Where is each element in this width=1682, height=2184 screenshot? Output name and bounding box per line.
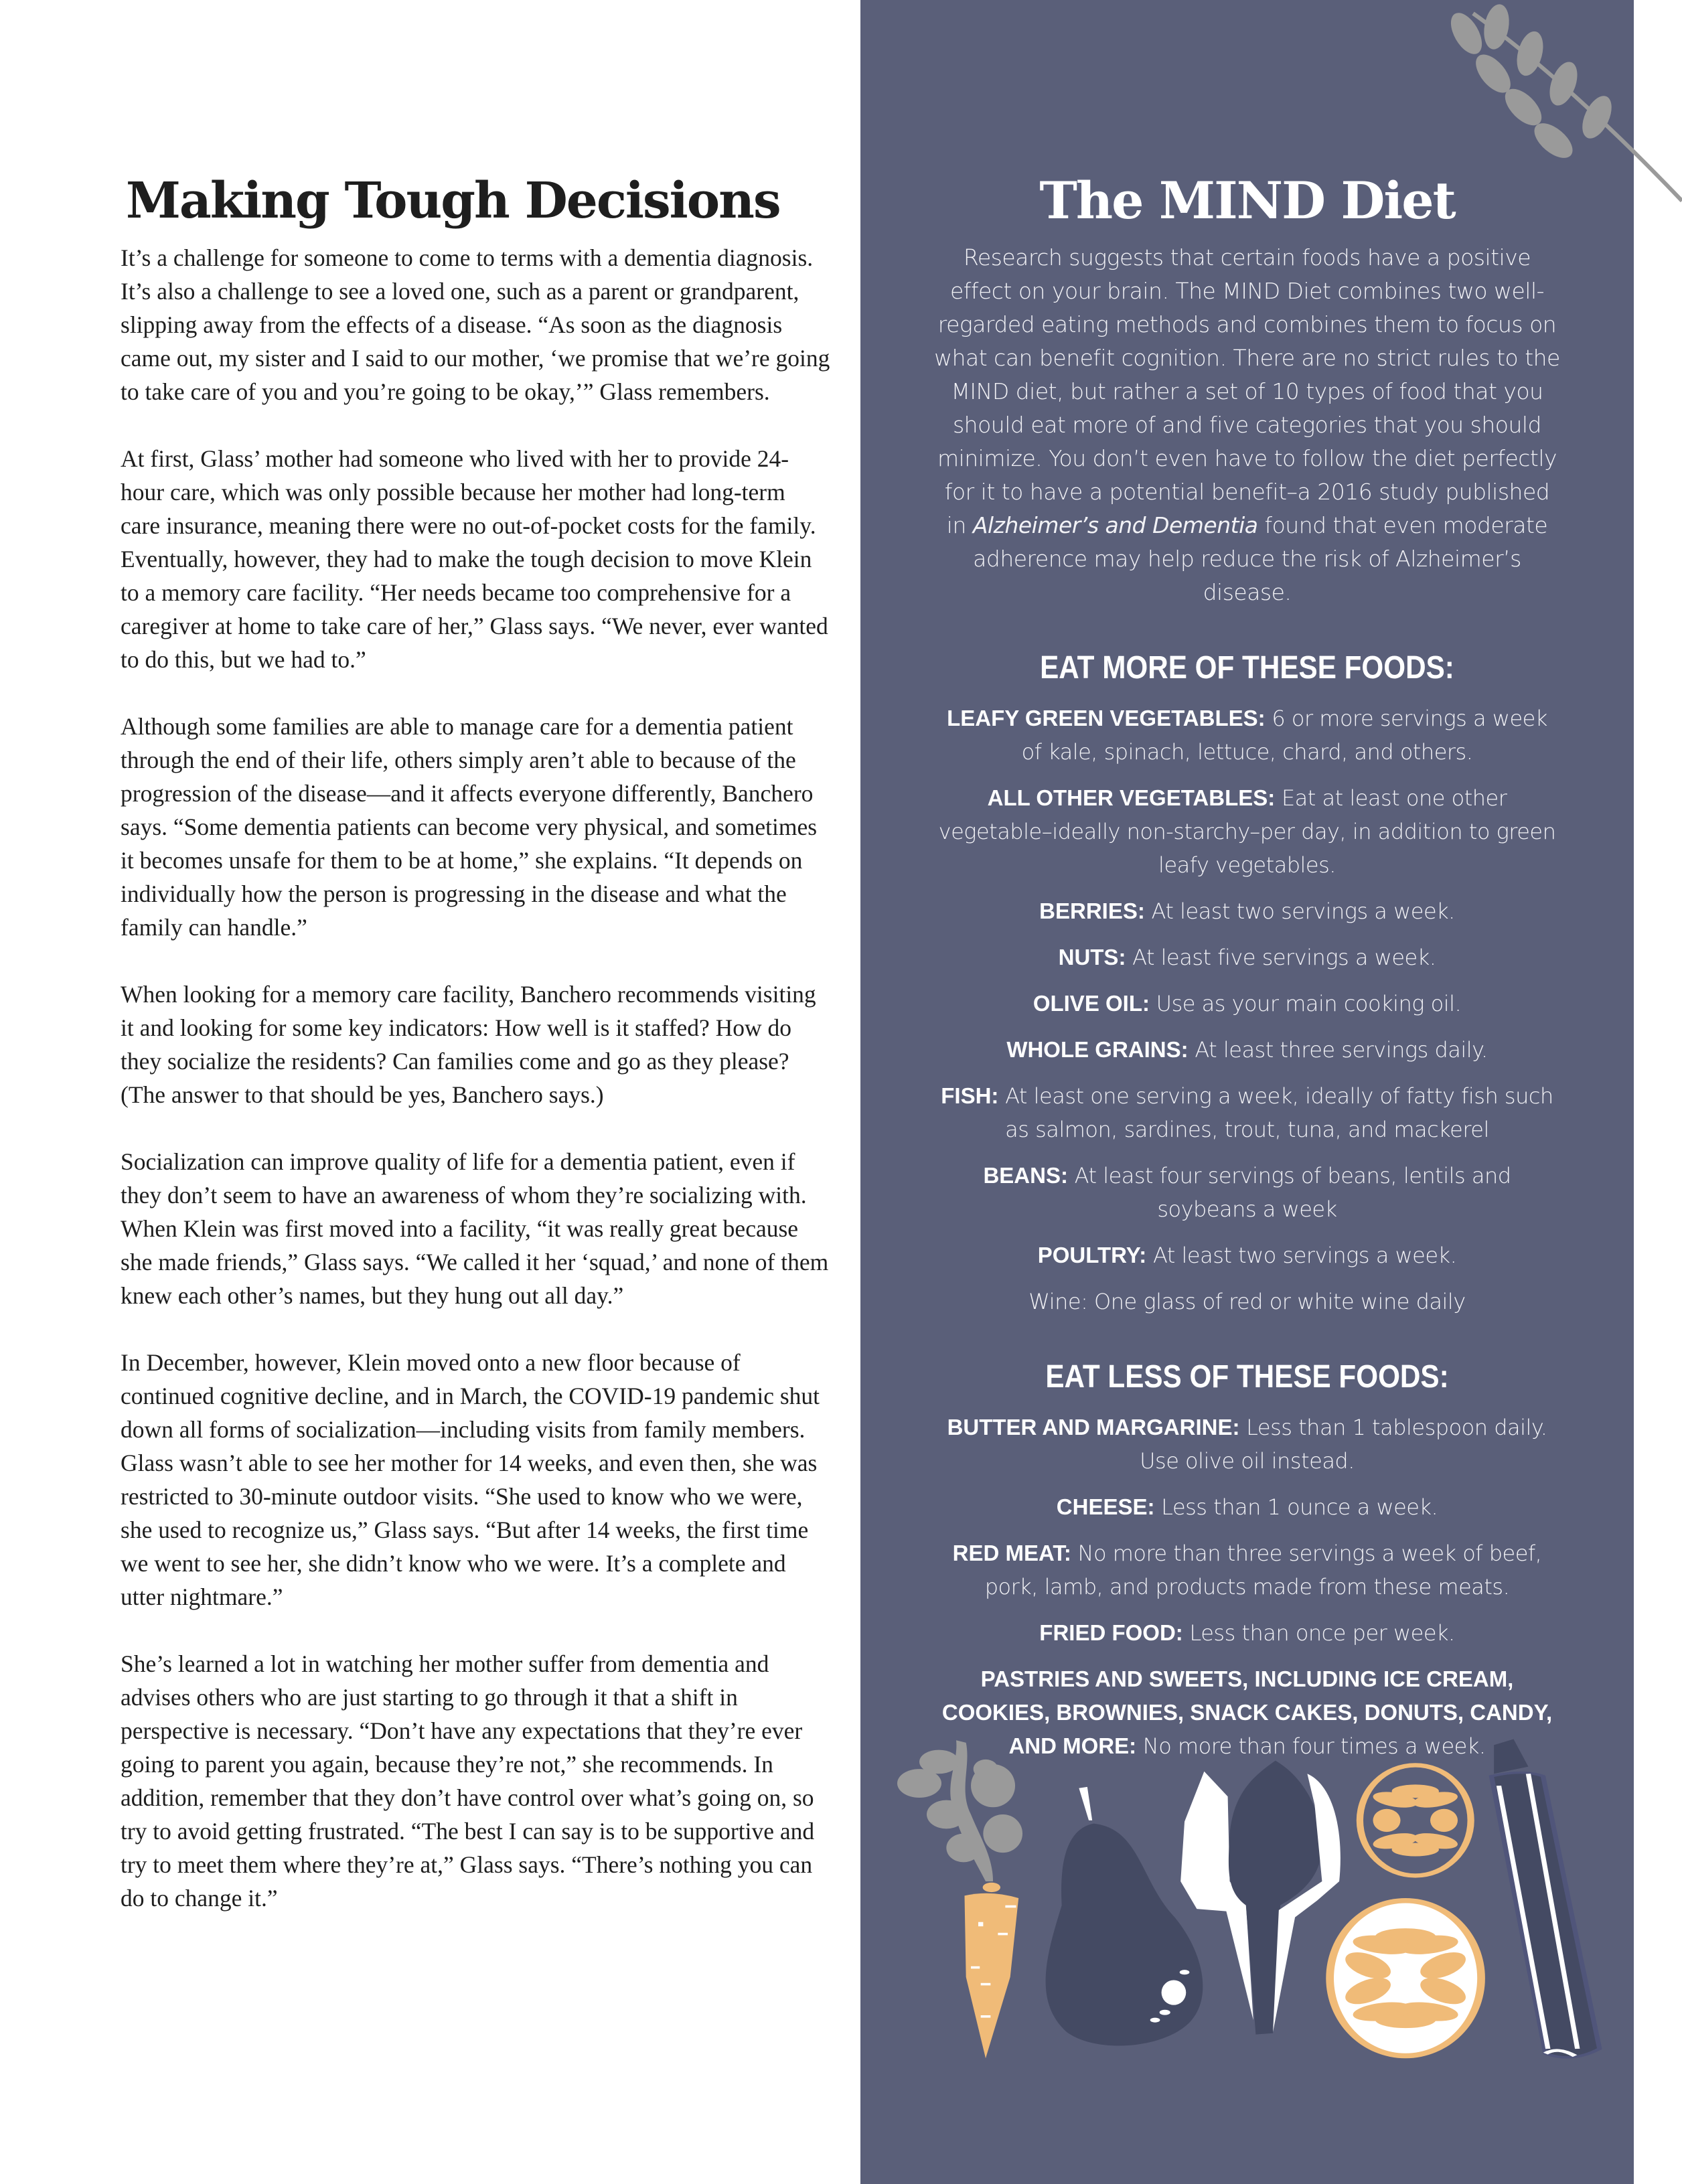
food-text: At least one serving a week, ideally of fatty fish such as salmon, sardines, trout, tuna, and mackerel bbox=[998, 1083, 1553, 1142]
food-text: No more than four times a week. bbox=[1136, 1733, 1486, 1759]
food-item bbox=[934, 1079, 1560, 1146]
food-label: BUTTER AND MARGARINE: bbox=[947, 1415, 1240, 1439]
food-text: Wine: One glass of red or white wine daily bbox=[1028, 1289, 1466, 1314]
journal-title: Alzheimer’s and Dementia bbox=[972, 512, 1258, 538]
eat-more-list bbox=[934, 702, 1560, 1318]
food-label: FRIED FOOD: bbox=[1039, 1620, 1183, 1645]
food-label: RED MEAT: bbox=[952, 1541, 1071, 1565]
food-item bbox=[934, 1285, 1560, 1318]
pear-icon bbox=[1046, 1787, 1203, 2046]
article-paragraph: Although some families are able to manage care for a dementia patient through the end of their life, others simply aren’t able to because of the progression of the disease—and it affects everyone differently, Banchero says. “Some dementia patients can become very physical, and sometimes it becomes unsafe for them to be at home,” she explains. “It depends on individually how the person is progressing in the disease and what the family can handle.” bbox=[121, 713, 818, 941]
carrot-icon bbox=[897, 1740, 1022, 2058]
food-item bbox=[934, 1033, 1560, 1067]
food-label: POULTRY: bbox=[1037, 1243, 1147, 1267]
sidebar-title: The MIND Diet bbox=[1039, 171, 1455, 230]
orange-slice-small-icon bbox=[1357, 1763, 1474, 1877]
orange-slice-large-icon bbox=[1326, 1898, 1485, 2058]
food-item bbox=[934, 781, 1560, 882]
article-paragraph: When looking for a memory care facility, Banchero recommends visiting it and looking for some key indicators: How well is it staffed? How do they socialize the residents? Can families come and go as they please? (The answer to that should be yes, Banchero says.) bbox=[121, 981, 816, 1108]
intro-text: found that even moderate adherence may help reduce the risk of Alzheimer’s disease. bbox=[973, 512, 1548, 605]
food-item bbox=[934, 1239, 1560, 1272]
article-paragraph: In December, however, Klein moved onto a new floor because of continued cognitive decline, and in March, the COVID-19 pandemic shut down all forms of socialization—including visits from family members. Glass wasn’t able to see her mother for 14 weeks, and even then, she was restricted to 30-minute outdoor visits. “She used to know who we were, she used to recognize us,” Glass says. “But after 14 weeks, the first time we went to see her, she didn’t know who we were. It’s a complete and utter nightmare.” bbox=[121, 1349, 820, 1610]
food-item bbox=[934, 941, 1560, 974]
intro-text: Research suggests that certain foods have a positive effect on your brain. The MIND Diet combines two well-regarded eating methods and combines them to focus on what can benefit cognition. There are no strict rules to the MIND diet, but rather a set of 10 types of food that you should eat more of and five categories that you should minimize. You don’t even have to follow the diet perfectly for it to have a potential benefit–a 2016 study published in bbox=[934, 244, 1560, 538]
food-text: Less than 1 ounce a week. bbox=[1154, 1494, 1438, 1520]
orange-segment bbox=[1430, 1809, 1458, 1832]
food-label: WHOLE GRAINS: bbox=[1006, 1037, 1189, 1062]
food-text: Less than 1 tablespoon daily. Use olive oil instead. bbox=[1140, 1415, 1547, 1474]
food-label: CHEESE: bbox=[1056, 1494, 1155, 1519]
food-label: ALL OTHER VEGETABLES: bbox=[987, 785, 1276, 810]
article-paragraph: It’s a challenge for someone to come to terms with a dementia diagnosis. It’s also a challenge to see a loved one, such as a parent or grandparent, slipping away from the effects of a disease. “As soon as the diagnosis came out, my sister and I said to our mother, ‘we promise that we’re going to take care of you and you’re going to be okay,’” Glass remembers. bbox=[121, 244, 830, 405]
food-label: LEAFY GREEN VEGETABLES: bbox=[947, 706, 1266, 730]
food-item bbox=[934, 1616, 1560, 1650]
food-text: At least three servings daily. bbox=[1188, 1037, 1488, 1063]
mind-diet-content bbox=[934, 167, 1560, 1776]
eat-more-heading: EAT MORE OF THESE FOODS: bbox=[1040, 650, 1454, 686]
food-text: At least two servings a week. bbox=[1146, 1243, 1457, 1268]
food-item bbox=[934, 894, 1560, 928]
article-paragraph: Socialization can improve quality of life for a dementia patient, even if they don’t seem to have an awareness of whom they’re socializing with. When Klein was first moved into a facility, “it was really great because she made friends,” Glass says. “We called it her ‘squad,’ and none of them knew each other’s names, but they hung out all day.” bbox=[121, 1148, 829, 1309]
food-label: BEANS: bbox=[983, 1163, 1068, 1188]
food-item bbox=[934, 702, 1560, 769]
zucchini-icon bbox=[1491, 1739, 1599, 2057]
food-text: 6 or more servings a week of kale, spinach, lettuce, chard, and others. bbox=[1021, 706, 1547, 765]
food-text: Less than once per week. bbox=[1182, 1620, 1455, 1646]
food-item bbox=[934, 1159, 1560, 1226]
article-paragraph: She’s learned a lot in watching her mother suffer from dementia and advises others who are just starting to go through it that a shift in perspective is necessary. “Don’t have any expectations that they’re ever going to parent you again, because they’re not,” she recommends. In addition, remember that they don’t have control over what’s going on, so try to avoid getting frustrated. “The best I can say is to be supportive and try to meet them where they’re at,” Glass says. “There’s nothing you can do to change it.” bbox=[121, 1650, 815, 1912]
food-text: At least four servings of beans, lentils and soybeans a week bbox=[1067, 1163, 1511, 1222]
eat-less-list bbox=[934, 1411, 1560, 1763]
orange-segment bbox=[1373, 1809, 1400, 1832]
article-title: Making Tough Decisions bbox=[126, 172, 780, 230]
chard-icon bbox=[1180, 1761, 1341, 2035]
sidebar-intro bbox=[934, 241, 1560, 609]
food-label: FISH: bbox=[941, 1083, 999, 1108]
food-item bbox=[934, 1490, 1560, 1524]
food-label: PASTRIES AND SWEETS, INCLUDING ICE CREAM, COOKIES, BROWNIES, SNACK CAKES, DONUTS, CANDY, AND MORE: bbox=[941, 1666, 1553, 1758]
article bbox=[121, 167, 830, 1948]
eat-less-heading: EAT LESS OF THESE FOODS: bbox=[1045, 1359, 1449, 1395]
food-text: Use as your main cooking oil. bbox=[1149, 991, 1462, 1016]
food-label: OLIVE OIL: bbox=[1033, 991, 1150, 1016]
food-label: BERRIES: bbox=[1039, 899, 1145, 923]
food-text: Eat at least one other vegetable–ideally non-starchy–per day, in addition to green leafy vegetables. bbox=[938, 785, 1556, 878]
food-item bbox=[934, 987, 1560, 1020]
food-item bbox=[934, 1537, 1560, 1604]
article-paragraph: At first, Glass’ mother had someone who lived with her to provide 24-hour care, which was only possible because her mother had long-term care insurance, meaning there were no out-of-pocket costs for the family. Eventually, however, they had to make the tough decision to move Klein to a memory care facility. “Her needs became too comprehensive for a caregiver at home to take care of her,” Glass says. “We never, ever wanted to do this, but we had to.” bbox=[121, 445, 828, 673]
food-text: At least two servings a week. bbox=[1144, 899, 1455, 924]
food-text: At least five servings a week. bbox=[1126, 945, 1436, 970]
food-item bbox=[934, 1411, 1560, 1478]
food-label: NUTS: bbox=[1058, 945, 1126, 969]
vegetables-illustration bbox=[860, 1714, 1630, 2089]
food-text: No more than three servings a week of beef, pork, lamb, and products made from these meats. bbox=[984, 1541, 1542, 1600]
